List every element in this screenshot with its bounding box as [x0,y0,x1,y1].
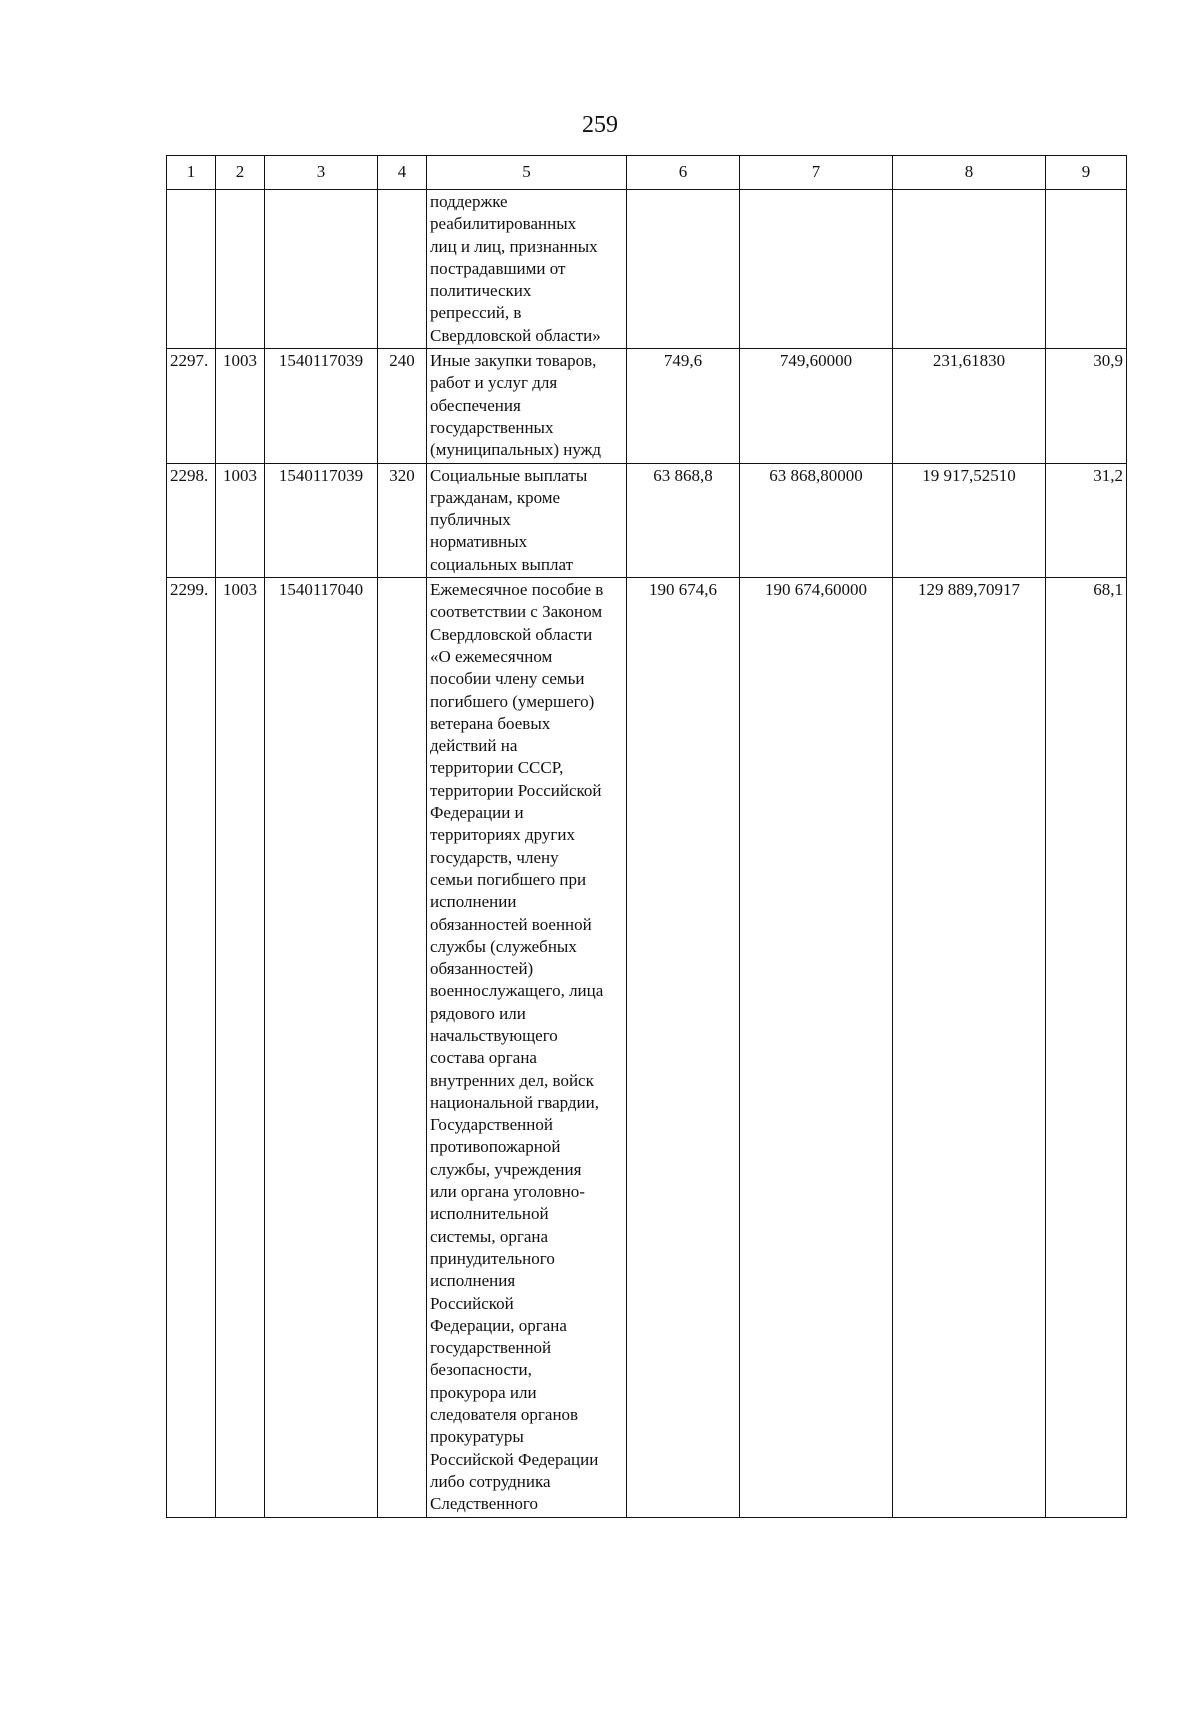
percent-cell: 30,9 [1046,349,1127,463]
percent-cell: 31,2 [1046,463,1127,577]
header-cell: 6 [627,156,740,190]
target-article-cell [265,190,378,349]
table-row [167,578,1127,1517]
description-text: поддержке реабилитированных лиц и лиц, признанных пострадавшими от политических репрессий, в Свердловской области» [430,192,601,345]
refined-cell: 749,60000 [740,349,893,463]
description-cell [427,578,627,1517]
executed-cell [893,190,1046,349]
section-cell: 1003 [216,463,265,577]
target-article-cell: 1540117040 [265,578,378,1517]
page-number: 259 [582,112,618,138]
percent-cell [1046,190,1127,349]
description-cell [427,190,627,349]
header-cell: 2 [216,156,265,190]
budget-table [166,155,1127,1518]
refined-cell: 63 868,80000 [740,463,893,577]
header-row [167,156,1127,190]
row-number-cell: 2299. [167,578,216,1517]
section-cell: 1003 [216,349,265,463]
header-cell: 3 [265,156,378,190]
header-cell: 7 [740,156,893,190]
description-cell [427,463,627,577]
planned-cell: 63 868,8 [627,463,740,577]
header-cell: 1 [167,156,216,190]
refined-cell: 190 674,60000 [740,578,893,1517]
description-cell [427,349,627,463]
planned-cell [627,190,740,349]
percent-cell: 68,1 [1046,578,1127,1517]
table-row [167,463,1127,577]
header-cell: 5 [427,156,627,190]
refined-cell [740,190,893,349]
description-text: Ежемесячное пособие в соответствии с Законом Свердловской области «О ежемесячном пособии члену семьи погибшего (умершего) ветерана боевых действий на территории СССР, территории Российской Федерации и территориях других государств, члену семьи погибшего при исполнении обязанностей военной службы (служебных обязанностей) военнослужащего, лица рядового или начальствующего состава органа внутренних дел, войск национальной гвардии, Государственной противопожарной службы, учреждения или органа уголовно- исполнительной системы, органа принудительного исполнения Российской Федерации, органа государственной безопасности, прокурора или следователя органов прокуратуры Российской Федерации либо сотрудника Следственного [430,580,604,1514]
section-cell: 1003 [216,578,265,1517]
description-text: Иные закупки товаров, работ и услуг для обеспечения государственных (муниципальных) нужд [430,351,602,460]
expense-kind-cell: 320 [378,463,427,577]
row-number-cell [167,190,216,349]
section-cell [216,190,265,349]
row-number-cell: 2298. [167,463,216,577]
header-cell: 4 [378,156,427,190]
header-cell: 9 [1046,156,1127,190]
executed-cell: 19 917,52510 [893,463,1046,577]
target-article-cell: 1540117039 [265,463,378,577]
expense-kind-cell [378,578,427,1517]
executed-cell: 231,61830 [893,349,1046,463]
planned-cell: 190 674,6 [627,578,740,1517]
description-text: Социальные выплаты гражданам, кроме публичных нормативных социальных выплат [430,465,588,574]
table-row [167,349,1127,463]
executed-cell: 129 889,70917 [893,578,1046,1517]
row-number-cell: 2297. [167,349,216,463]
target-article-cell: 1540117039 [265,349,378,463]
expense-kind-cell [378,190,427,349]
header-cell: 8 [893,156,1046,190]
expense-kind-cell: 240 [378,349,427,463]
planned-cell: 749,6 [627,349,740,463]
table-row-continuation [167,190,1127,349]
